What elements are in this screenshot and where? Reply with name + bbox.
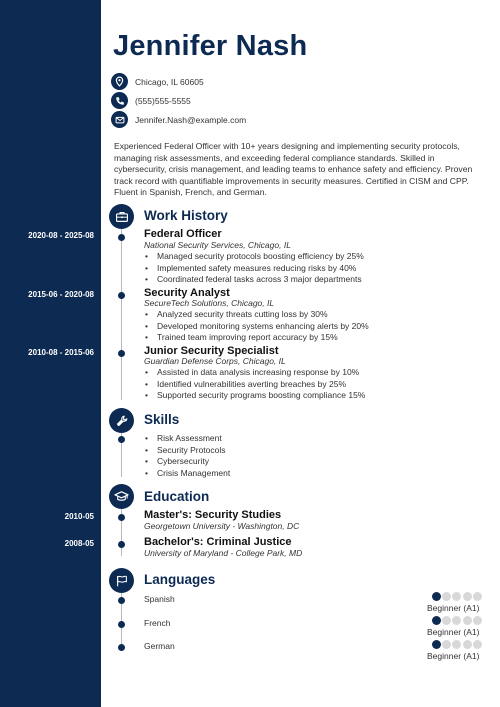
job-company: SecureTech Solutions, Chicago, IL [144, 298, 275, 308]
job-bullets [145, 251, 364, 286]
phone-icon [111, 92, 128, 109]
contact-phone [111, 92, 191, 109]
job-title: Security Analyst [144, 287, 230, 299]
timeline-dot [118, 597, 125, 604]
list-item: • Crisis Management [145, 468, 230, 480]
timeline-dot [118, 350, 125, 357]
timeline-dot [118, 436, 125, 443]
language-name: French [144, 618, 171, 628]
language-rating [432, 616, 483, 625]
timeline-dot [118, 234, 125, 241]
job-date: 2015-06 - 2020-08 [28, 290, 94, 299]
sidebar [0, 0, 101, 707]
section-title-languages: Languages [144, 572, 216, 587]
list-item: • Trained team improving report accuracy by 15% [145, 332, 369, 344]
job-title: Junior Security Specialist [144, 345, 279, 357]
job-company: National Security Services, Chicago, IL [144, 240, 291, 250]
list-item: • Coordinated federal tasks across 3 major departments [145, 274, 364, 286]
list-item: • Implemented safety measures reducing risks by 40% [145, 263, 364, 275]
timeline-dot [118, 514, 125, 521]
candidate-name: Jennifer Nash [113, 30, 308, 62]
list-item: • Cybersecurity [145, 456, 230, 468]
rating-dot-empty [463, 592, 472, 601]
language-rating [432, 592, 483, 601]
list-item: • Supported security programs boosting compliance 15% [145, 390, 365, 402]
location-icon [111, 73, 128, 90]
degree-title: Master's: Security Studies [144, 509, 282, 521]
job-bullets [145, 309, 369, 344]
language-name: German [144, 641, 175, 651]
language-rating [432, 640, 483, 649]
section-title-education: Education [144, 489, 210, 504]
location-text: Chicago, IL 60605 [135, 76, 204, 87]
list-item: • Assisted in data analysis increasing response by 10% [145, 367, 365, 379]
job-date: 2010-08 - 2015-06 [28, 348, 94, 357]
timeline-dot [118, 621, 125, 628]
rating-dot-empty [442, 640, 451, 649]
list-item: • Developed monitoring systems enhancing alerts by 20% [145, 321, 369, 333]
job-bullets [145, 367, 365, 402]
contact-email [111, 111, 246, 128]
job-company: Guardian Defense Corps, Chicago, IL [144, 356, 286, 366]
language-name: Spanish [144, 594, 175, 604]
section-title-skills: Skills [144, 412, 180, 427]
education-date: 2008-05 [64, 539, 94, 548]
email-icon [111, 111, 128, 128]
list-item: • Identified vulnerabilities averting breaches by 25% [145, 379, 365, 391]
timeline-line [121, 228, 122, 400]
language-level: Beginner (A1) [427, 627, 480, 637]
list-item: • Managed security protocols boosting efficiency by 25% [145, 251, 364, 263]
timeline-dot [118, 292, 125, 299]
section-title-work-history: Work History [144, 208, 228, 223]
rating-dot-empty [463, 640, 472, 649]
rating-dot-empty [452, 592, 461, 601]
rating-dot-empty [452, 640, 461, 649]
rating-dot-empty [473, 592, 482, 601]
rating-dot-filled [432, 640, 441, 649]
contact-location [111, 73, 204, 90]
email-link[interactable]: Jennifer.Nash@example.com [135, 114, 247, 125]
list-item: • Risk Assessment [145, 433, 230, 445]
school-name: Georgetown University - Washington, DC [144, 521, 300, 531]
phone-text: (555)555-5555 [135, 95, 191, 106]
rating-dot-empty [473, 640, 482, 649]
rating-dot-filled [432, 616, 441, 625]
flag-icon [109, 568, 134, 593]
skills-icon [109, 408, 134, 433]
professional-summary: Experienced Federal Officer with 10+ years designing and implementing security protocols, managing risk assessments, and exceeding federal compliance standards. Skilled in cybersecurity, crisis management, and leading teams to enhance safety and efficiency. Proven track record with quantifiable improvements in security measures. Certified in CISM and CPP. Fluent in Spanish, French, and German. [114, 141, 473, 197]
skills-list [145, 433, 230, 479]
language-level: Beginner (A1) [427, 603, 480, 613]
degree-title: Bachelor's: Criminal Justice [144, 536, 292, 548]
list-item: • Security Protocols [145, 445, 230, 457]
rating-dot-empty [473, 616, 482, 625]
list-item: • Analyzed security threats cutting loss by 30% [145, 309, 369, 321]
rating-dot-empty [442, 616, 451, 625]
language-level: Beginner (A1) [427, 651, 480, 661]
timeline-dot [118, 541, 125, 548]
timeline-dot [118, 644, 125, 651]
education-date: 2010-05 [64, 512, 94, 521]
rating-dot-empty [463, 616, 472, 625]
job-date: 2020-08 - 2025-08 [28, 231, 94, 240]
rating-dot-filled [432, 592, 441, 601]
graduation-cap-icon [109, 484, 134, 509]
briefcase-icon [109, 204, 134, 229]
job-title: Federal Officer [144, 228, 222, 240]
rating-dot-empty [442, 592, 451, 601]
rating-dot-empty [452, 616, 461, 625]
school-name: University of Maryland - College Park, MD [144, 548, 303, 558]
